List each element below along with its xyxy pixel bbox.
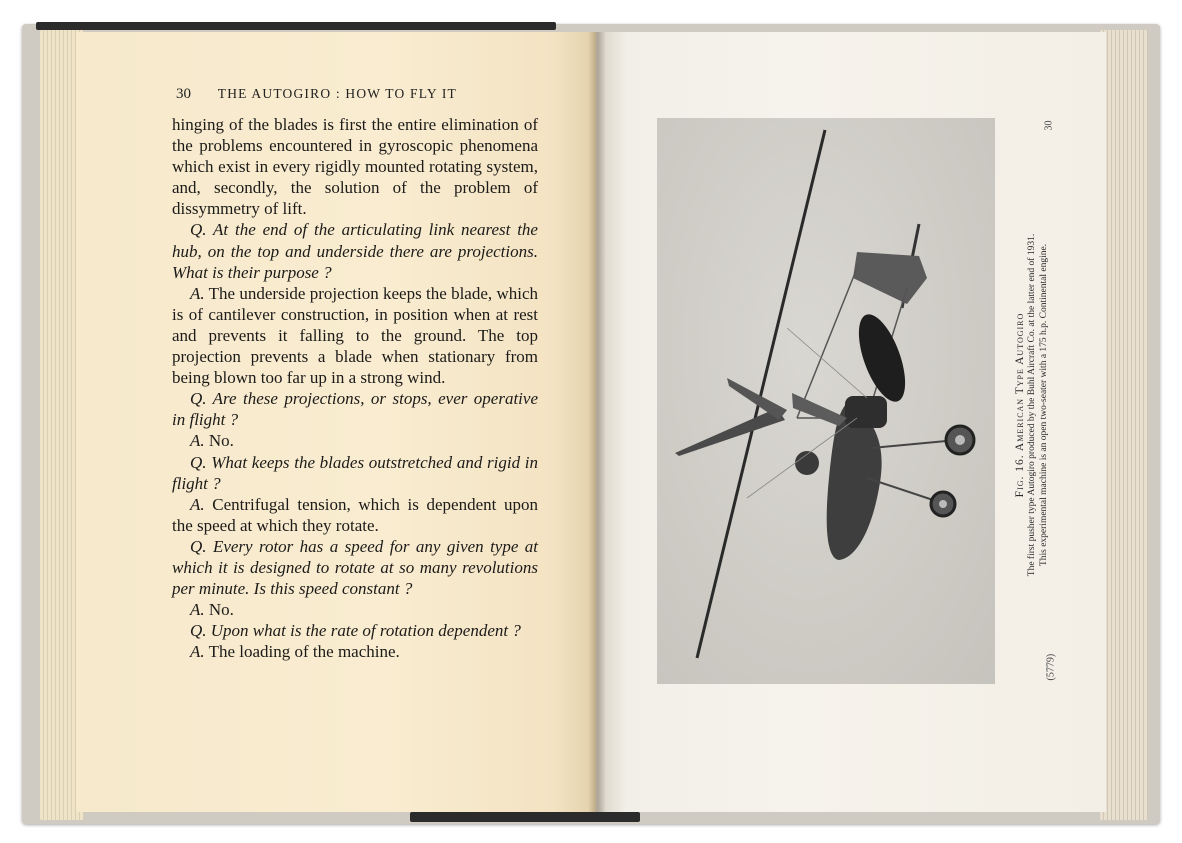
qa-label: Q.: [190, 452, 207, 472]
answer-paragraph: [172, 494, 538, 536]
question-paragraph: [172, 620, 538, 641]
continued-paragraph: [172, 114, 538, 219]
paragraph-text: Upon what is the rate of rotation dependent ?: [210, 621, 521, 641]
engine: [845, 396, 887, 428]
question-paragraph: [172, 388, 538, 430]
paragraph-text: Every rotor has a speed for any given type at which it is designed to rotate at so many revolutions per minute. Is this speed constant ?: [172, 536, 538, 599]
paragraph-text: The loading of the machine.: [208, 642, 400, 662]
propeller: [849, 309, 914, 408]
rotor-blade-left: [675, 408, 785, 456]
figure-caption: [1014, 125, 1050, 685]
right-page-number: 30: [1043, 120, 1055, 131]
running-head: [176, 86, 516, 103]
answer-paragraph: [172, 430, 538, 451]
question-paragraph: [172, 452, 538, 494]
tail-fin: [853, 252, 927, 304]
qa-label: Q.: [190, 536, 207, 556]
qa-label: A.: [190, 642, 205, 662]
paragraph-text: At the end of the articulating link nearest the hub, on the top and underside there are projections. What is their purpose ?: [172, 220, 538, 282]
figure-caption-area: [1012, 120, 1052, 690]
page-folio: 30: [176, 86, 191, 102]
caption-line-2: This experimental machine is an open two-seater with a 175 h.p. Continental engine.: [1039, 243, 1049, 567]
page-edges-right: [1100, 30, 1148, 820]
body-text: [172, 114, 538, 662]
qa-label: Q.: [190, 621, 207, 641]
answer-paragraph: [172, 599, 538, 620]
question-paragraph: [172, 536, 538, 599]
paragraph-text: hinging of the blades is first the entire elimination of the problems encountered in gyroscopic phenomena which exist in every rigidly mounted rotating system, and, secondly, the solution of the problem of dissymmetry of lift.: [172, 115, 538, 219]
autogiro-photograph: [657, 118, 995, 684]
question-paragraph: [172, 219, 538, 282]
paragraph-text: Centrifugal tension, which is dependent upon the speed at which they rotate.: [172, 494, 538, 535]
qa-label: A.: [190, 283, 205, 303]
qa-label: Q.: [190, 220, 207, 240]
cover-spine-bottom: [410, 812, 640, 822]
answer-paragraph: [172, 641, 538, 662]
caption-line-1: The first pusher type Autogiro produced by the Buhl Aircraft Co. at the latter end of 1931.: [1027, 233, 1037, 577]
qa-label: A.: [190, 431, 205, 451]
autogiro-illustration: [657, 118, 995, 684]
answer-paragraph: [172, 283, 538, 388]
paragraph-text: No.: [208, 600, 234, 620]
book-gutter: [588, 32, 606, 812]
paragraph-text: No.: [208, 431, 234, 451]
paragraph-text: The underside projection keeps the blade, which is of cantilever construction, in position when at rest and prevents it falling to the ground. The top projection prevents a blade when stationary from being blown too far up in a strong wind.: [172, 283, 538, 388]
paragraph-text: What keeps the blades outstretched and rigid in flight ?: [172, 452, 538, 493]
qa-label: A.: [190, 494, 205, 514]
cover-spine-top: [36, 22, 556, 30]
qa-label: Q.: [190, 389, 207, 409]
running-head-title: THE AUTOGIRO : HOW TO FLY IT: [217, 86, 457, 101]
plate-number: (5779): [1045, 653, 1057, 681]
caption-title: Fig. 16. American Type Autogiro: [1014, 312, 1026, 498]
qa-label: A.: [190, 600, 205, 620]
paragraph-text: Are these projections, or stops, ever operative in flight ?: [172, 389, 538, 430]
